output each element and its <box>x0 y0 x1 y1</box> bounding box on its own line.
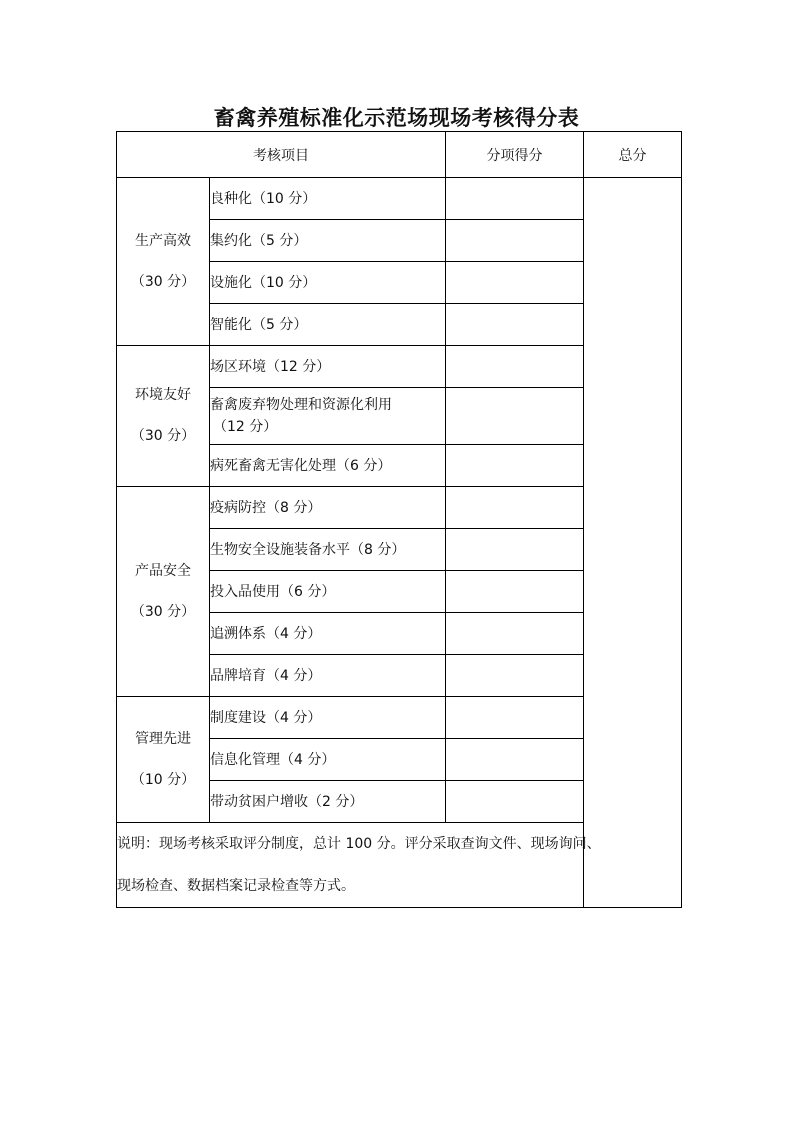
score-cell[interactable] <box>446 487 584 529</box>
score-cell[interactable] <box>446 388 584 445</box>
header-total: 总分 <box>584 132 682 178</box>
score-cell[interactable] <box>446 304 584 346</box>
item-cell: 带动贫困户增收（2 分） <box>210 781 446 823</box>
category-points: （30 分） <box>130 428 196 444</box>
category-name: 环境友好 <box>135 387 191 403</box>
score-cell[interactable] <box>446 697 584 739</box>
category-cell <box>117 487 210 697</box>
score-cell[interactable] <box>446 262 584 304</box>
total-cell[interactable] <box>584 178 682 908</box>
category-points: （30 分） <box>130 273 196 290</box>
table-row <box>117 178 682 220</box>
category-cell <box>117 697 210 823</box>
item-cell <box>210 388 446 445</box>
score-cell[interactable] <box>446 571 584 613</box>
category-name: 产品安全 <box>135 562 191 579</box>
score-cell[interactable] <box>446 346 584 388</box>
score-cell[interactable] <box>446 655 584 697</box>
header-score: 分项得分 <box>446 132 584 178</box>
header-item: 考核项目 <box>117 132 446 178</box>
category-points: （10 分） <box>130 771 196 788</box>
item-cell: 场区环境（12 分） <box>210 346 446 388</box>
item-cell: 设施化（10 分） <box>210 262 446 304</box>
header-row <box>117 132 682 178</box>
score-cell[interactable] <box>446 781 584 823</box>
category-cell <box>117 178 210 346</box>
item-cell: 制度建设（4 分） <box>210 697 446 739</box>
category-cell <box>117 346 210 487</box>
category-name: 管理先进 <box>135 730 191 747</box>
note-line: 说明：现场考核采取评分制度，总计 100 分。评分采取查询文件、现场询问、 <box>117 836 601 852</box>
item-cell: 疫病防控（8 分） <box>210 487 446 529</box>
score-cell[interactable] <box>446 220 584 262</box>
score-table <box>116 131 682 908</box>
page-title: 畜禽养殖标准化示范场现场考核得分表 <box>213 105 580 130</box>
item-cell: 智能化（5 分） <box>210 304 446 346</box>
item-cell: 病死畜禽无害化处理（6 分） <box>210 445 446 487</box>
item-text-line: 畜禽废弃物处理和资源化利用 <box>210 397 392 413</box>
note-line: 现场检查、数据档案记录检查等方式。 <box>117 878 355 894</box>
item-cell: 信息化管理（4 分） <box>210 739 446 781</box>
item-cell: 品牌培育（4 分） <box>210 655 446 697</box>
note-row <box>117 823 682 908</box>
item-cell: 追溯体系（4 分） <box>210 613 446 655</box>
score-cell[interactable] <box>446 739 584 781</box>
item-text-line: （12 分） <box>213 419 278 435</box>
item-cell: 良种化（10 分） <box>210 178 446 220</box>
note-cell <box>117 823 682 908</box>
score-cell[interactable] <box>446 178 584 220</box>
item-cell: 集约化（5 分） <box>210 220 446 262</box>
category-points: （30 分） <box>130 603 196 620</box>
score-cell[interactable] <box>446 613 584 655</box>
item-cell: 生物安全设施装备水平（8 分） <box>210 529 446 571</box>
category-name: 生产高效 <box>135 232 191 249</box>
item-cell: 投入品使用（6 分） <box>210 571 446 613</box>
score-cell[interactable] <box>446 445 584 487</box>
score-cell[interactable] <box>446 529 584 571</box>
